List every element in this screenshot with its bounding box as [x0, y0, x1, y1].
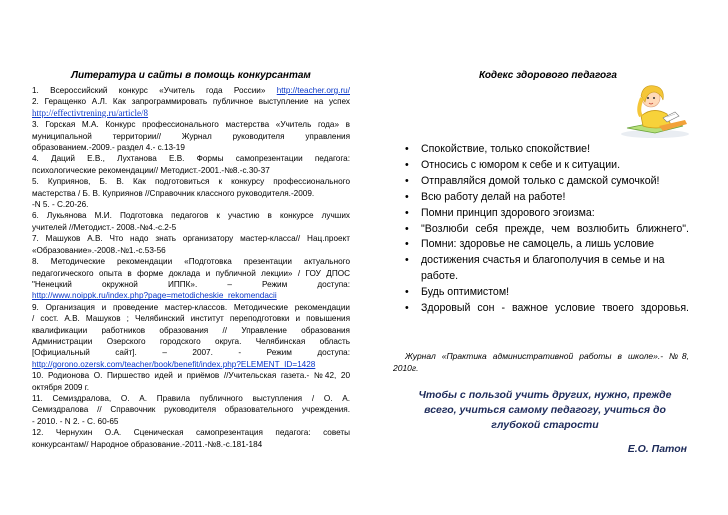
literature-text: 7. Машуков А.В. Что надо знать организатору мастер-класса// Нац.проект [32, 234, 350, 244]
literature-text: учителей //Методист.- 2008.-№4.-с.2-5 [32, 222, 177, 232]
literature-text: муниципальной территории// Журнал руководителя управления [32, 131, 350, 141]
code-rule-text: Здоровый сон - важное условие твоего здоровья. [421, 302, 689, 315]
code-rule-item [403, 253, 689, 285]
literature-line [32, 313, 350, 324]
literature-text: [Официальный сайт]. – 2007. - Режим доступа: [32, 348, 350, 358]
journal-source [393, 350, 689, 374]
bullet-icon: • [405, 143, 409, 155]
literature-line [32, 359, 350, 370]
literature-text: «Образование».-2008.-№1.-с.53-56 [32, 245, 166, 255]
literature-line [32, 108, 350, 119]
literature-text: 5. Куприянов, Б. В. Как подготовиться к конкурсу профессионального [32, 177, 350, 187]
literature-line [32, 325, 350, 336]
literature-line [32, 188, 350, 199]
literature-text: -N 5. - С.20-26. [32, 200, 89, 210]
literature-link[interactable]: http://gorono.ozersk.com/teacher/book/benefit/index.php?ELEMENT_ID=1428 [32, 359, 316, 369]
literature-line [32, 245, 350, 256]
code-rule-item [403, 174, 689, 190]
code-rules-list [403, 142, 689, 317]
literature-line [32, 165, 350, 176]
literature-line [32, 404, 350, 415]
literature-text: 2. Геращенко А.Л. Как запрограммировать публичное выступление на успех [32, 97, 350, 107]
journal-source-year: 2010г. [393, 363, 419, 373]
code-rule-item [403, 190, 689, 206]
literature-line [32, 256, 350, 267]
bullet-icon: • [405, 286, 409, 299]
literature-line [32, 119, 350, 130]
literature-line [32, 199, 350, 210]
literature-title: Литература и сайты в помощь конкурсантам [71, 70, 311, 81]
literature-text: Семиздралова // Справочник руководителя образовательного учреждения. [32, 405, 350, 415]
literature-line [32, 382, 350, 393]
code-rule-text: "Возлюби себя прежде, чем возлюбить ближнего". [421, 222, 689, 235]
bullet-icon: • [405, 254, 409, 267]
literature-column [32, 70, 350, 450]
literature-text: психологические рекомендации// Методист.-2001.-№8.-с.30-37 [32, 165, 270, 175]
bullet-icon: • [405, 222, 409, 235]
literature-line [32, 96, 350, 107]
literature-line [32, 302, 350, 313]
literature-line [32, 427, 350, 438]
code-rule-item [403, 222, 689, 238]
quote-author: Е.О. Патон [627, 443, 687, 455]
literature-text: 3. Горская М.А. Конкурс профессионального мастерства «Учитель года» в [32, 120, 350, 130]
literature-text: "Ненецкий окружной ИППК». – Режим доступа: [32, 279, 350, 289]
code-title: Кодекс здорового педагога [479, 70, 617, 81]
literature-text: 12. Чернухин О.А. Сценическая самопрезентация педагога: советы [32, 428, 350, 438]
literature-link[interactable]: http://effectivtrening.ru/article/8 [32, 107, 149, 118]
code-rule-item [403, 206, 689, 222]
literature-link[interactable]: http://www.noippk.ru/index.php?page=metodicheskie_rekomendacii [32, 291, 277, 301]
literature-text: 6. Лукьянова М.И. Подготовка педагогов к участию в конкурсе лучших [32, 211, 350, 221]
code-rule-text: Помни принцип здорового эгоизма: [421, 206, 595, 219]
code-rule-text: Спокойствие, только спокойствие! [421, 143, 591, 155]
literature-line [32, 210, 350, 221]
literature-line [32, 393, 350, 404]
code-rule-text: Помни: здоровье не самоцель, а лишь условие [421, 238, 655, 251]
literature-line [32, 222, 350, 233]
code-rule-text: Относись с юмором к себе и к ситуации. [421, 158, 621, 171]
code-rule-item [403, 158, 689, 174]
literature-line [32, 290, 350, 301]
journal-source-line: Журнал «Практика административной работы в школе».- №8, [405, 351, 689, 361]
literature-text: конкурсантам// Народное образование.-2011.-№8.-с.181-184 [32, 439, 263, 449]
quote-text: Чтобы с пользой учить других, нужно, прежде всего, учиться самому педагогу, учиться до глубокой старости [418, 389, 672, 431]
literature-line [32, 131, 350, 142]
bullet-icon: • [405, 206, 409, 219]
code-rule-item [403, 237, 689, 253]
literature-line [32, 176, 350, 187]
code-rule-item [403, 285, 689, 301]
teacher-reading-illustration [615, 76, 693, 140]
literature-text: 9. Организация и проведение мастер-классов. Методические рекомендации [32, 302, 350, 312]
literature-text: / сост. А.В. Машуков ; Челябинский институт переподготовки и повышения [32, 314, 350, 324]
bullet-icon: • [405, 238, 409, 251]
literature-line [32, 279, 350, 290]
literature-text: образованием.-2009.- раздел 4.- с.13-19 [32, 143, 185, 153]
literature-text: 11. Семиздралова, О. А. Правила публичного выступления / О. А. [32, 393, 350, 403]
literature-line [32, 416, 350, 427]
bullet-icon: • [405, 190, 409, 203]
literature-text: 4. Даций Е.В., Лухтанова Е.В. Формы самопрезентации педагога: [32, 154, 350, 164]
literature-text: 1. Всероссийский конкурс «Учитель года России» [32, 86, 277, 95]
literature-text: 10. Родионова О. Пиршество идей и приёмов //Учительская газета.- №42, 20 [32, 371, 350, 381]
literature-text: - 2010. - N 2. - С. 60-65 [32, 416, 119, 426]
literature-line [32, 336, 350, 347]
literature-link[interactable]: http://teacher.org.ru/ [276, 86, 350, 95]
bullet-icon: • [405, 302, 409, 315]
literature-line [32, 233, 350, 244]
literature-line [32, 268, 350, 279]
literature-list [32, 85, 350, 450]
literature-line [32, 347, 350, 358]
literature-text: мастерства / Б. В. Куприянов //Справочник классного руководителя.-2009. [32, 188, 315, 198]
code-rule-text: Будь оптимистом! [421, 286, 510, 299]
bullet-icon: • [405, 174, 409, 187]
literature-line [32, 85, 350, 96]
literature-text: педагогического опыта в форме доклада и публичной лекции» / ГОУ ДПОС [32, 268, 350, 278]
code-rule-text: Отправляйся домой только с дамской сумочкой! [421, 174, 660, 187]
literature-line [32, 153, 350, 164]
code-rule-text: достижения счастья и благополучия в семье и на работе. [421, 254, 665, 283]
literature-line [32, 142, 350, 153]
literature-text: Администрации Озерского городского округа. Челябинская область [32, 336, 350, 346]
code-rule-text: Всю работу делай на работе! [421, 190, 566, 203]
literature-text: квалификации работников образования // Управление образования [32, 325, 350, 335]
literature-text: 8. Методические рекомендации «Подготовка презентации актуального [32, 257, 350, 267]
code-rule-item [403, 142, 689, 158]
code-rule-item [403, 301, 689, 317]
literature-line [32, 370, 350, 381]
literature-line [32, 439, 350, 450]
literature-text: октября 2009 г. [32, 382, 90, 392]
bullet-icon: • [405, 158, 409, 171]
